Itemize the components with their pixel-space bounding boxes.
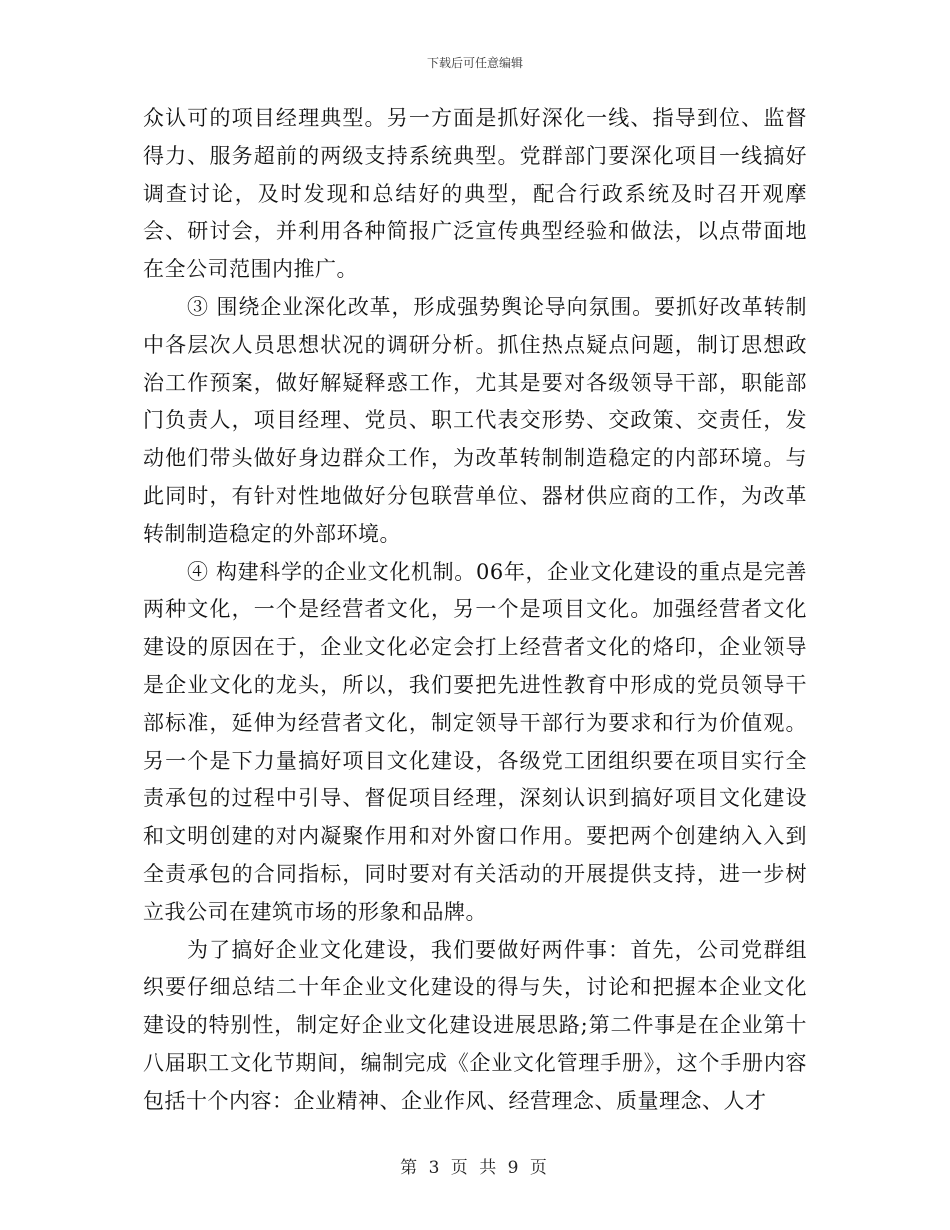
document-body	[143, 100, 807, 1121]
page-number-footer: 第 3 页 共 9 页	[400, 1158, 550, 1178]
paragraph-3: ④ 构建科学的企业文化机制。06年，企业文化建设的重点是完善两种文化，一个是经营者文化，另一个是项目文化。加强经营者文化建设的原因在于，企业文化必定会打上经营者文化的烙印，企业领导是企业文化的龙头，所以，我们要把先进性教育中形成的党员领导干部标准，延伸为经营者文化，制定领导干部行为要求和行为价值观。另一个是下力量搞好项目文化建设，各级党工团组织要在项目实行全责承包的过程中引导、督促项目经理，深刻认识到搞好项目文化建设和文明创建的对内凝聚作用和对外窗口作用。要把两个创建纳入入到全责承包的合同指标，同时要对有关活动的开展提供支持，进一步树立我公司在建筑市场的形象和品牌。	[143, 559, 807, 924]
paragraph-2: ③ 围绕企业深化改革，形成强势舆论导向氛围。要抓好改革转制中各层次人员思想状况的调研分析。抓住热点疑点问题，制订思想政治工作预案，做好解疑释惑工作，尤其是要对各级领导干部，职能部门负责人，项目经理、党员、职工代表交形势、交政策、交责任，发动他们带头做好身边群众工作，为改革转制制造稳定的内部环境。与此同时，有针对性地做好分包联营单位、器材供应商的工作，为改革转制制造稳定的外部环境。	[143, 294, 807, 546]
page-header: 下载后可任意编辑	[426, 56, 523, 70]
paragraph-4: 为了搞好企业文化建设，我们要做好两件事：首先，公司党群组织要仔细总结二十年企业文化建设的得与失，讨论和把握本企业文化建设的特别性，制定好企业文化建设进展思路;第二件事是在企业第十八届职工文化节期间，编制完成《企业文化管理手册》，这个手册内容包括十个内容：企业精神、企业作风、经营理念、质量理念、人才	[143, 937, 807, 1113]
paragraph-1: 众认可的项目经理典型。另一方面是抓好深化一线、指导到位、监督得力、服务超前的两级支持系统典型。党群部门要深化项目一线搞好调查讨论，及时发现和总结好的典型，配合行政系统及时召开观摩会、研讨会，并利用各种简报广泛宣传典型经验和做法，以点带面地在全公司范围内推广。	[143, 106, 807, 282]
